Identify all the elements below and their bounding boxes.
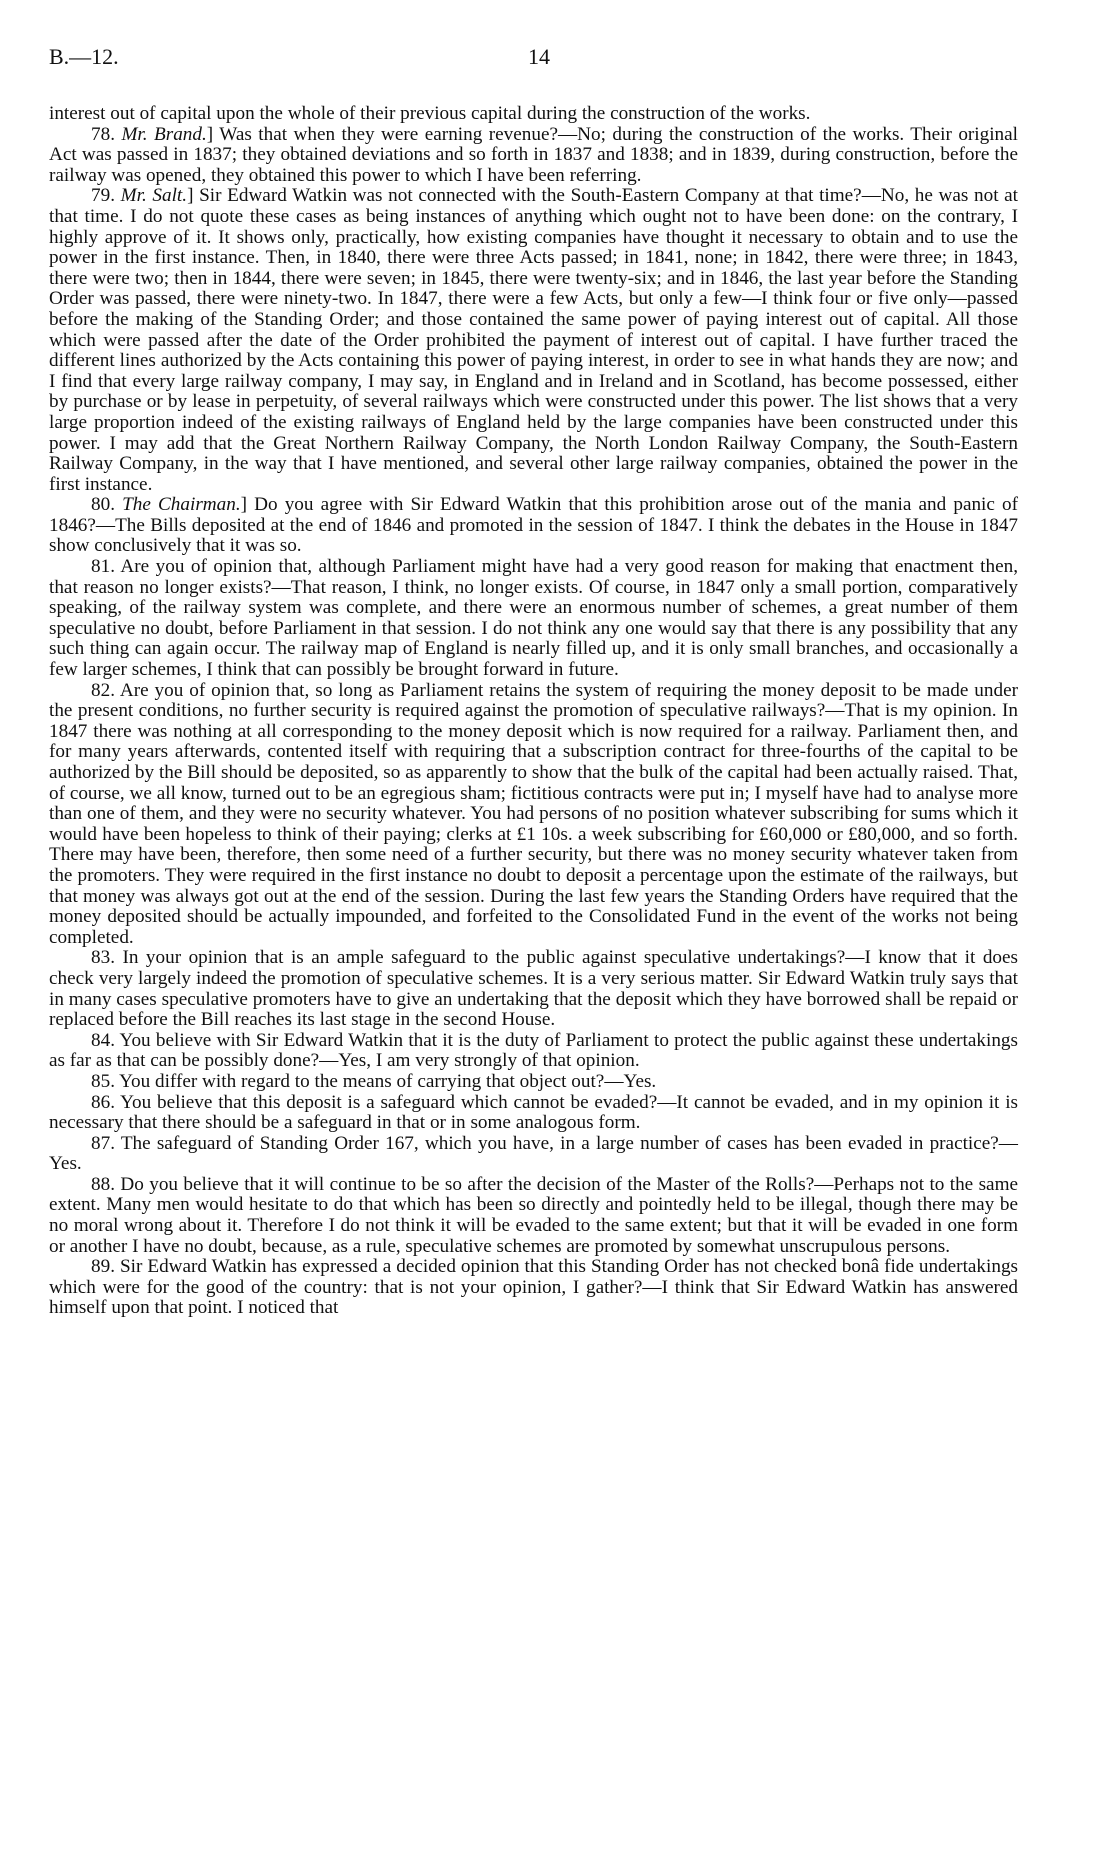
question-number: 83. [91, 947, 115, 969]
question-number: 84. [91, 1029, 115, 1051]
paragraph-text: In your opinion that is an ample safeguard to the public against speculative undertakings?—I know that it does check very largely indeed the promotion of speculative schemes. It is a very serious matter. Sir Edward Watkin truly says that in many cases speculative promoters have to give an undertaking that the deposit which they have borrowed shall be repaid or replaced before the Bill reaches its last stage in the second House. [49, 947, 1018, 1031]
paragraph-text: interest out of capital upon the whole of their previous capital during the construction of the works. [49, 103, 811, 124]
paragraph-text: ] Was that when they were earning revenue?—No; during the construction of the works. Their original Act was passed in 1837; they obtained deviations and so forth in 1837 and 1838; and in 1839, during construction, before the railway was opened, they obtained this power to which I have been referring. [49, 123, 1018, 186]
question-number: 82. [91, 679, 115, 701]
question-number: 89. [91, 1256, 115, 1278]
paragraph-text: The safeguard of Standing Order 167, which you have, in a large number of cases has been evaded in practice?—Yes. [49, 1132, 1018, 1175]
paragraph [49, 948, 1018, 1030]
speaker: The Chairman. [122, 494, 241, 516]
paragraph [49, 1175, 1018, 1257]
paragraph [49, 495, 1018, 557]
question-number: 86. [91, 1091, 115, 1113]
question-number: 88. [91, 1173, 115, 1195]
paragraph [49, 104, 1018, 125]
paragraph-text: Are you of opinion that, although Parliament might have had a very good reason for making that enactment then, that reason no longer exists?—That reason, I think, no longer exists. Of course, in 1847 only a small portion, comparatively speaking, of the railway system was complete, and there were an enormous number of schemes, a great number of them speculative no doubt, before Parliament in that session. I do not think any one would say that there is any possibility that any such thing can again occur. The railway map of England is nearly filled up, and it is only small branches, and occasionally a few larger schemes, I think that can possibly be brought forward in future. [49, 556, 1018, 681]
paragraph-text: ] Sir Edward Watkin was not connected with the South-Eastern Company at that time?—No, he was not at that time. I do not quote these cases as being instances of anything which ought not to have been done: on the contrary, I highly approve of it. It shows only, practically, how existing companies have thought it necessary to obtain and to use the power in the first instance. Then, in 1840, there were three Acts passed; in 1841, none; in 1842, there were three; in 1843, there were two; then in 1844, there were seven; in 1845, there were twenty-six; and in 1846, the last year before the Standing Order was passed, there were ninety-two. In 1847, there were a few Acts, but only a few—I think four or five only—passed before the making of the Standing Order; and those contained the same power of paying interest out of capital. All those which were passed after the date of the Order prohibited the payment of interest out of capital. I have further traced the different lines authorized by the Acts containing this power of paying interest, in order to see in what hands they are now; and I find that every large railway company, I may say, in England and in Ireland and in Scotland, has become possessed, either by purchase or by lease in perpetuity, of several railways which were constructed under this power. The list shows that a very large proportion indeed of the existing railways of England held by the large companies have been constructed under this power. I may add that the Great Northern Railway Company, the North London Railway Company, the South-Eastern Railway Company, in the way that I have mentioned, and several other large railway companies, obtained the power in the first instance. [49, 185, 1019, 495]
paragraph [49, 681, 1018, 949]
paragraph-text: You believe that this deposit is a safeguard which cannot be evaded?—It cannot be evaded, and in my opinion it is necessary that there should be a safeguard in that or in some analogous form. [49, 1091, 1018, 1134]
question-number: 85. [91, 1070, 115, 1092]
paragraph-text: Are you of opinion that, so long as Parliament retains the system of requiring the money deposit to be made under the present conditions, no further security is required against the promotion of speculative railways?—That is my opinion. In 1847 there was nothing at all corresponding to the money deposit which is now required for a railway. Parliament then, and for many years afterwards, contented itself with requiring that a subscription contract for three-fourths of the capital to be authorized by the Bill should be deposited, so as apparently to show that the bulk of the capital had been actually raised. That, of course, we all know, turned out to be an egregious sham; fictitious contracts were put in; I myself have had to analyse more than one of them, and they were no security whatever. You had persons of no position whatever subscribing for sums which it would have been hopeless to think of their paying; clerks at £1 10s. a week subscribing for £60,000 or £80,000, and so forth. There may have been, therefore, then some need of a further security, but there was no money security whatever taken from the promoters. They were required in the first instance no doubt to deposit a percentage upon the estimate of the railways, but that money was always got out at the end of the session. During the last few years the Standing Orders have required that the money deposited should be actually impounded, and forfeited to the Consolidated Fund in the event of the works not being completed. [49, 679, 1018, 948]
paragraph [49, 557, 1018, 681]
document-reference: B.—12. [49, 44, 119, 69]
paragraph [49, 1093, 1018, 1134]
document-body [49, 104, 1018, 1319]
paragraph [49, 1072, 1018, 1093]
paragraph-text: ] Do you agree with Sir Edward Watkin that this prohibition arose out of the mania and panic of 1846?—The Bills deposited at the end of 1846 and promoted in the session of 1847. I think the debates in the House in 1847 show conclusively that it was so. [49, 494, 1018, 557]
document-page [49, 0, 1018, 1850]
paragraph [49, 1031, 1018, 1072]
page-number: 14 [528, 44, 550, 69]
page-header [49, 44, 1018, 78]
question-number: 80. [91, 494, 115, 516]
paragraph-text: You believe with Sir Edward Watkin that it is the duty of Parliament to protect the public against these undertakings as far as that can be possibly done?—Yes, I am very strongly of that opinion. [49, 1029, 1018, 1072]
question-number: 81. [91, 556, 115, 578]
question-number: 87. [91, 1132, 115, 1154]
speaker: Mr. Salt. [120, 185, 188, 207]
paragraph [49, 125, 1018, 187]
paragraph-text: You differ with regard to the means of carrying that object out?—Yes. [119, 1070, 657, 1092]
speaker: Mr. Brand. [121, 123, 207, 145]
question-number: 79. [91, 185, 115, 207]
paragraph [49, 1134, 1018, 1175]
paragraph [49, 186, 1018, 495]
question-number: 78. [91, 123, 115, 145]
paragraph-text: Do you believe that it will continue to be so after the decision of the Master of the Rolls?—Perhaps not to the same extent. Many men would hesitate to do that which has been so directly and pointedly held to be illegal, though there may be no moral wrong about it. Therefore I do not think it will be evaded to the same extent; but that it will be evaded in one form or another I have no doubt, because, as a rule, speculative schemes are promoted by somewhat unscrupulous persons. [49, 1173, 1019, 1257]
paragraph [49, 1257, 1018, 1319]
paragraph-text: Sir Edward Watkin has expressed a decided opinion that this Standing Order has not checked bonâ fide undertakings which were for the good of the country: that is not your opinion, I gather?—I think that Sir Edward Watkin has answered himself upon that point. I noticed that [49, 1256, 1018, 1319]
